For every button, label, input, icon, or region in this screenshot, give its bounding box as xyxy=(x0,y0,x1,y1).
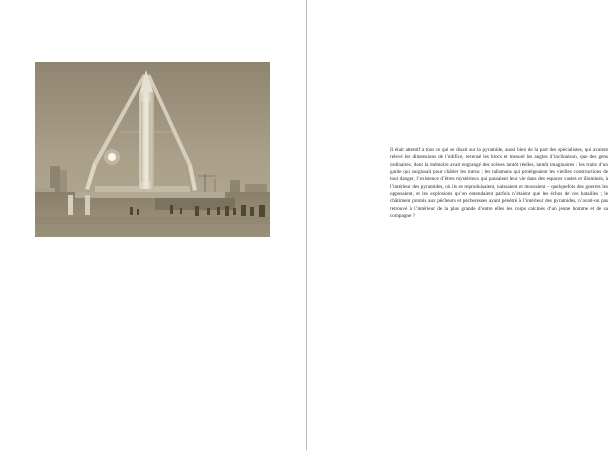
body-paragraph: Il était attentif à tout ce qui se disait sur la pyramide, aussi bien de la part des spécialistes, qui avaient relevé les dimensions de l’édifice, recensé les blocs et mesuré les angles d’inclinaison, que des gens ordinaires, dont la mémoire avait engrangé des scènes tantôt réelles, tantôt imaginaires : les traits d’un garde qui surgissait pour châtier les intrus ; les talismans qui protégeaient les vieilles constructions de tout danger, l’existence d’êtres mystérieux qui passaient leur vie dans des espaces vastes et illuminés, à l’intérieur des pyramides, où ils se reproduisaient, naissaient et mouraient – quelquefois des guerres les opposaient, et les explosions qu’on entendaient parfois n’étaient que les échos de ces batailles ; le châtiment promis aux pêcheurs et pécheresses ayant pénétré à l’intérieur des pyramides, n’avait-on pas retrouvé à l’intérieur de la plus grande d’entre elles les corps calcinés d’un jeune homme et de sa compagne ? xyxy=(390,147,608,220)
tower-photograph xyxy=(35,62,270,237)
tower-shaft xyxy=(139,70,154,189)
left-page xyxy=(0,0,306,450)
right-page xyxy=(307,0,613,450)
tower-photograph-drawing xyxy=(35,62,270,237)
